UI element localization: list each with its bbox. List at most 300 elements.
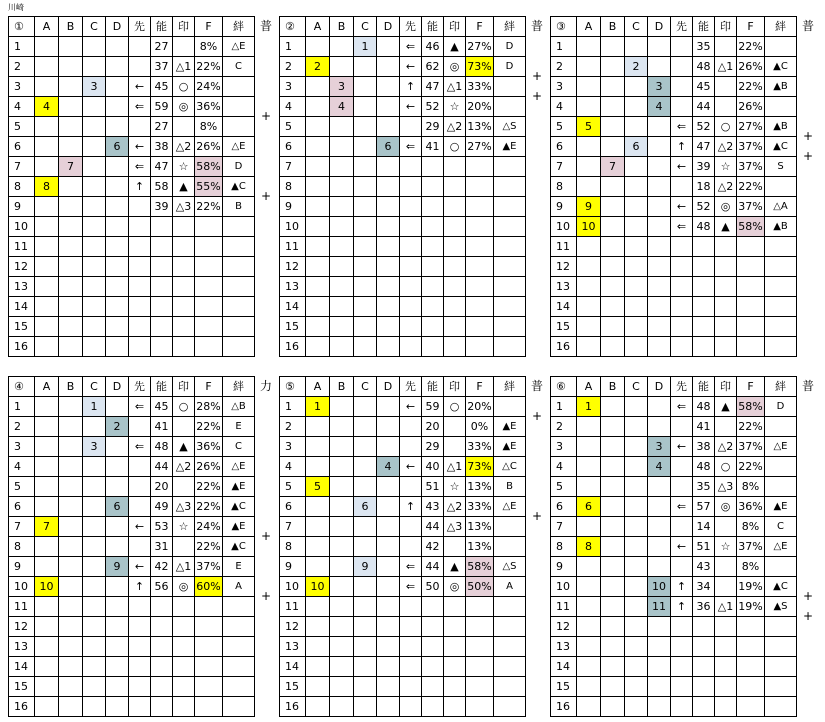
ability-value: 35: [693, 37, 715, 57]
rank-cell-c: [83, 37, 106, 57]
kizuna-grade: S: [765, 157, 797, 177]
table-row: [551, 237, 797, 257]
rank-cell-d: [648, 237, 671, 257]
horse-number: 10: [551, 217, 577, 237]
position-arrow: ↑: [129, 577, 151, 597]
f-percent: [466, 237, 494, 257]
rank-cell-a: [306, 317, 330, 337]
rank-cell-d: [106, 177, 129, 197]
rank-cell-d: [106, 37, 129, 57]
f-percent: [466, 177, 494, 197]
table-row: [9, 397, 255, 417]
rank-cell-d: 3: [648, 77, 671, 97]
rank-cell-c: [625, 537, 648, 557]
column-header: 先: [671, 17, 693, 37]
rank-cell-c: [354, 297, 377, 317]
kizuna-grade: [765, 557, 797, 577]
mark-cell: [444, 157, 466, 177]
kizuna-grade: [223, 217, 255, 237]
position-arrow: ⇐: [671, 397, 693, 417]
table-row: [9, 557, 255, 577]
f-percent: 73%: [466, 57, 494, 77]
kizuna-grade: [223, 117, 255, 137]
rank-cell-c: [354, 157, 377, 177]
kizuna-grade: [494, 597, 526, 617]
horse-number: 10: [280, 577, 306, 597]
horse-number: 14: [9, 297, 35, 317]
horse-number: 13: [9, 637, 35, 657]
ability-value: 56: [151, 577, 173, 597]
rank-cell-c: [625, 517, 648, 537]
mark-cell: △2: [444, 117, 466, 137]
table-row: [551, 497, 797, 517]
rank-cell-a: [306, 197, 330, 217]
horse-number: 5: [280, 477, 306, 497]
rank-cell-c: [625, 217, 648, 237]
table-row: [9, 37, 255, 57]
table-row: [9, 437, 255, 457]
table-row: [280, 237, 526, 257]
plus-mark: +: [531, 409, 543, 423]
rank-cell-a: [35, 137, 59, 157]
position-arrow: ←: [671, 437, 693, 457]
horse-number: 3: [280, 437, 306, 457]
rank-cell-b: [59, 657, 83, 677]
rank-cell-d: [648, 417, 671, 437]
rank-cell-c: [83, 297, 106, 317]
mark-cell: [173, 477, 195, 497]
ability-value: 18: [693, 177, 715, 197]
race-number: ④: [9, 377, 35, 397]
rank-cell-b: [601, 477, 625, 497]
rank-cell-a: [306, 517, 330, 537]
kizuna-grade: ▲E: [223, 517, 255, 537]
rank-cell-d: [106, 277, 129, 297]
f-percent: [195, 217, 223, 237]
mark-cell: [444, 277, 466, 297]
horse-number: 2: [280, 57, 306, 77]
mark-cell: ☆: [173, 157, 195, 177]
mark-cell: [444, 297, 466, 317]
rank-cell-c: [354, 697, 377, 717]
ability-value: [693, 277, 715, 297]
kizuna-grade: [494, 537, 526, 557]
rank-cell-b: [59, 137, 83, 157]
position-arrow: ←: [400, 57, 422, 77]
position-arrow: [129, 697, 151, 717]
table-row: [9, 497, 255, 517]
rank-cell-b: [59, 57, 83, 77]
position-arrow: [400, 617, 422, 637]
table-row: [280, 157, 526, 177]
rank-cell-d: [377, 677, 400, 697]
header-row: [551, 377, 797, 397]
table-row: [9, 417, 255, 437]
rank-cell-b: [601, 197, 625, 217]
position-arrow: [400, 537, 422, 557]
rank-cell-a: [306, 537, 330, 557]
plus-mark: +: [260, 109, 272, 123]
mark-cell: ▲: [173, 177, 195, 197]
mark-cell: [715, 577, 737, 597]
mark-cell: [715, 517, 737, 537]
f-percent: 73%: [466, 457, 494, 477]
kizuna-grade: [765, 297, 797, 317]
column-header: 絆: [223, 377, 255, 397]
rank-cell-d: [106, 637, 129, 657]
ability-value: [151, 277, 173, 297]
table-row: [9, 337, 255, 357]
rank-cell-c: [83, 617, 106, 637]
race-grid: [279, 16, 526, 357]
rank-cell-a: [35, 397, 59, 417]
rank-cell-c: [625, 177, 648, 197]
ability-value: [422, 177, 444, 197]
position-arrow: [400, 477, 422, 497]
table-row: [280, 557, 526, 577]
category-label: 普: [801, 19, 814, 33]
column-header: D: [106, 377, 129, 397]
f-percent: [466, 337, 494, 357]
position-arrow: [400, 217, 422, 237]
rank-cell-b: [601, 37, 625, 57]
rank-cell-d: [377, 37, 400, 57]
table-row: [551, 597, 797, 617]
ability-value: 49: [151, 497, 173, 517]
horse-number: 3: [551, 77, 577, 97]
rank-cell-c: [625, 497, 648, 517]
kizuna-grade: [223, 297, 255, 317]
plus-mark: +: [802, 609, 814, 623]
rank-cell-b: [59, 517, 83, 537]
position-arrow: [400, 697, 422, 717]
kizuna-grade: [494, 177, 526, 197]
horse-number: 5: [551, 477, 577, 497]
rank-cell-a: [577, 617, 601, 637]
rank-cell-a: [577, 157, 601, 177]
rank-cell-b: [330, 277, 354, 297]
rank-cell-a: [577, 177, 601, 197]
horse-number: 8: [9, 177, 35, 197]
kizuna-grade: ▲E: [494, 437, 526, 457]
rank-cell-d: [648, 57, 671, 77]
horse-number: 9: [9, 197, 35, 217]
position-arrow: [671, 57, 693, 77]
mark-cell: [715, 257, 737, 277]
rank-cell-b: [601, 177, 625, 197]
f-percent: [737, 317, 765, 337]
rank-cell-b: [59, 197, 83, 217]
ability-value: [151, 597, 173, 617]
rank-cell-c: [625, 677, 648, 697]
mark-cell: ▲: [715, 397, 737, 417]
rank-cell-c: [354, 257, 377, 277]
rank-cell-c: 1: [354, 37, 377, 57]
rank-cell-c: [625, 197, 648, 217]
ability-value: [422, 617, 444, 637]
position-arrow: [129, 337, 151, 357]
race-table-6: [550, 376, 814, 717]
rank-cell-c: [83, 257, 106, 277]
mark-cell: [173, 257, 195, 277]
mark-cell: ▲: [173, 437, 195, 457]
mark-cell: [173, 37, 195, 57]
ability-value: 43: [693, 557, 715, 577]
horse-number: 10: [9, 217, 35, 237]
f-percent: 60%: [195, 577, 223, 597]
table-row: [551, 617, 797, 637]
rank-cell-b: [330, 657, 354, 677]
mark-cell: ◎: [173, 577, 195, 597]
ability-value: 41: [422, 137, 444, 157]
position-arrow: [671, 697, 693, 717]
rank-cell-a: [306, 637, 330, 657]
rank-cell-c: [625, 637, 648, 657]
horse-number: 7: [280, 517, 306, 537]
rank-cell-a: [306, 597, 330, 617]
position-arrow: [129, 257, 151, 277]
f-percent: [466, 297, 494, 317]
kizuna-grade: [765, 257, 797, 277]
rank-cell-c: [354, 677, 377, 697]
position-arrow: ↑: [400, 497, 422, 517]
kizuna-grade: ▲C: [223, 537, 255, 557]
position-arrow: ⇐: [129, 397, 151, 417]
rank-cell-a: [306, 557, 330, 577]
rank-cell-d: [377, 237, 400, 257]
mark-cell: △3: [173, 197, 195, 217]
f-percent: [195, 677, 223, 697]
mark-cell: ○: [173, 77, 195, 97]
ability-value: [693, 257, 715, 277]
column-header: F: [195, 17, 223, 37]
race-grid: [550, 376, 797, 717]
rank-cell-b: [330, 617, 354, 637]
rank-cell-d: [106, 297, 129, 317]
rank-cell-a: [577, 417, 601, 437]
position-arrow: ⇐: [129, 97, 151, 117]
rank-cell-d: [106, 197, 129, 217]
position-arrow: [400, 597, 422, 617]
column-header: 絆: [494, 17, 526, 37]
horse-number: 14: [280, 657, 306, 677]
f-percent: 22%: [195, 477, 223, 497]
kizuna-grade: [494, 317, 526, 337]
rank-cell-c: [625, 597, 648, 617]
mark-cell: [715, 557, 737, 577]
mark-cell: [715, 317, 737, 337]
rank-cell-b: [330, 537, 354, 557]
rank-cell-c: 3: [83, 77, 106, 97]
column-header: 先: [129, 377, 151, 397]
table-row: [9, 477, 255, 497]
rank-cell-b: [330, 177, 354, 197]
rank-cell-a: [577, 257, 601, 277]
rank-cell-c: [354, 417, 377, 437]
kizuna-grade: ▲E: [223, 477, 255, 497]
horse-number: 8: [280, 537, 306, 557]
ability-value: 48: [693, 397, 715, 417]
kizuna-grade: D: [223, 157, 255, 177]
f-percent: 19%: [737, 577, 765, 597]
ability-value: 36: [693, 597, 715, 617]
kizuna-grade: ▲S: [765, 597, 797, 617]
horse-number: 11: [280, 597, 306, 617]
rank-cell-b: [59, 697, 83, 717]
rank-cell-a: [35, 457, 59, 477]
rank-cell-c: [625, 157, 648, 177]
ability-value: 47: [693, 137, 715, 157]
rank-cell-d: [106, 617, 129, 637]
f-percent: [466, 277, 494, 297]
position-arrow: [400, 317, 422, 337]
rank-cell-c: [83, 697, 106, 717]
mark-cell: [444, 657, 466, 677]
table-row: [551, 317, 797, 337]
position-arrow: [400, 157, 422, 177]
rank-cell-b: [330, 517, 354, 537]
position-arrow: [129, 497, 151, 517]
ability-value: 43: [422, 497, 444, 517]
mark-cell: [444, 337, 466, 357]
position-arrow: [400, 517, 422, 537]
rank-cell-d: [648, 517, 671, 537]
rank-cell-d: [377, 657, 400, 677]
rank-cell-d: [377, 497, 400, 517]
table-row: [280, 677, 526, 697]
mark-cell: ○: [715, 117, 737, 137]
horse-number: 2: [551, 417, 577, 437]
column-header: A: [35, 17, 59, 37]
table-row: [551, 557, 797, 577]
rank-cell-d: [106, 697, 129, 717]
rank-cell-a: 10: [577, 217, 601, 237]
position-arrow: [129, 217, 151, 237]
plus-mark: +: [802, 129, 814, 143]
mark-cell: △2: [715, 137, 737, 157]
rank-cell-c: [625, 117, 648, 137]
kizuna-grade: ▲B: [765, 117, 797, 137]
rank-cell-b: [601, 437, 625, 457]
rank-cell-d: [648, 157, 671, 177]
rank-cell-c: [625, 297, 648, 317]
ability-value: 35: [693, 477, 715, 497]
column-header: D: [648, 377, 671, 397]
table-row: [9, 697, 255, 717]
plus-mark: +: [531, 69, 543, 83]
mark-cell: △1: [173, 57, 195, 77]
kizuna-grade: [223, 77, 255, 97]
rank-cell-b: [59, 117, 83, 137]
rank-cell-b: [59, 537, 83, 557]
rank-cell-d: 3: [648, 437, 671, 457]
kizuna-grade: D: [494, 37, 526, 57]
rank-cell-a: [306, 277, 330, 297]
rank-cell-c: [83, 177, 106, 197]
rank-cell-b: [59, 237, 83, 257]
table-row: [280, 577, 526, 597]
horse-number: 6: [280, 497, 306, 517]
mark-cell: ○: [444, 397, 466, 417]
rank-cell-c: [83, 57, 106, 77]
rank-cell-b: [330, 157, 354, 177]
rank-cell-b: [59, 97, 83, 117]
rank-cell-b: [601, 317, 625, 337]
horse-number: 12: [551, 257, 577, 277]
mark-cell: [173, 617, 195, 637]
column-header: F: [195, 377, 223, 397]
rank-cell-b: [59, 597, 83, 617]
rank-cell-c: [83, 497, 106, 517]
ability-value: 46: [422, 37, 444, 57]
rank-cell-b: [601, 397, 625, 417]
ability-value: [422, 317, 444, 337]
kizuna-grade: A: [223, 577, 255, 597]
category-label: 力: [259, 379, 272, 393]
f-percent: [195, 597, 223, 617]
kizuna-grade: E: [223, 417, 255, 437]
f-percent: 28%: [195, 397, 223, 417]
rank-cell-c: [83, 677, 106, 697]
rank-cell-a: [35, 257, 59, 277]
rank-cell-b: [601, 97, 625, 117]
rank-cell-c: [354, 57, 377, 77]
ability-value: [151, 257, 173, 277]
position-arrow: [400, 337, 422, 357]
rank-cell-a: [577, 77, 601, 97]
rank-cell-d: [648, 37, 671, 57]
rank-cell-b: [330, 557, 354, 577]
ability-value: [693, 677, 715, 697]
position-arrow: [671, 617, 693, 637]
column-header: B: [601, 17, 625, 37]
rank-cell-c: [354, 437, 377, 457]
kizuna-grade: △E: [765, 537, 797, 557]
f-percent: [466, 617, 494, 637]
position-arrow: [400, 417, 422, 437]
table-row: [551, 477, 797, 497]
ability-value: [422, 277, 444, 297]
mark-cell: ◎: [715, 497, 737, 517]
table-row: [551, 257, 797, 277]
column-header: D: [377, 377, 400, 397]
ability-value: 27: [151, 117, 173, 137]
horse-number: 4: [9, 457, 35, 477]
rank-cell-b: [59, 457, 83, 477]
f-percent: [466, 697, 494, 717]
rank-cell-c: [83, 577, 106, 597]
table-row: [9, 277, 255, 297]
rank-cell-d: [377, 337, 400, 357]
rank-cell-d: [377, 477, 400, 497]
kizuna-grade: [765, 677, 797, 697]
rank-cell-a: [35, 317, 59, 337]
rank-cell-c: [625, 397, 648, 417]
mark-cell: [715, 37, 737, 57]
ability-value: 20: [422, 417, 444, 437]
f-percent: 22%: [195, 197, 223, 217]
horse-number: 12: [551, 617, 577, 637]
column-header: F: [737, 377, 765, 397]
rank-cell-d: 2: [106, 417, 129, 437]
mark-cell: △1: [715, 57, 737, 77]
mark-cell: [173, 697, 195, 717]
ability-value: 39: [693, 157, 715, 177]
rank-cell-a: 9: [577, 197, 601, 217]
horse-number: 1: [551, 397, 577, 417]
f-percent: [466, 257, 494, 277]
rank-cell-d: [377, 417, 400, 437]
